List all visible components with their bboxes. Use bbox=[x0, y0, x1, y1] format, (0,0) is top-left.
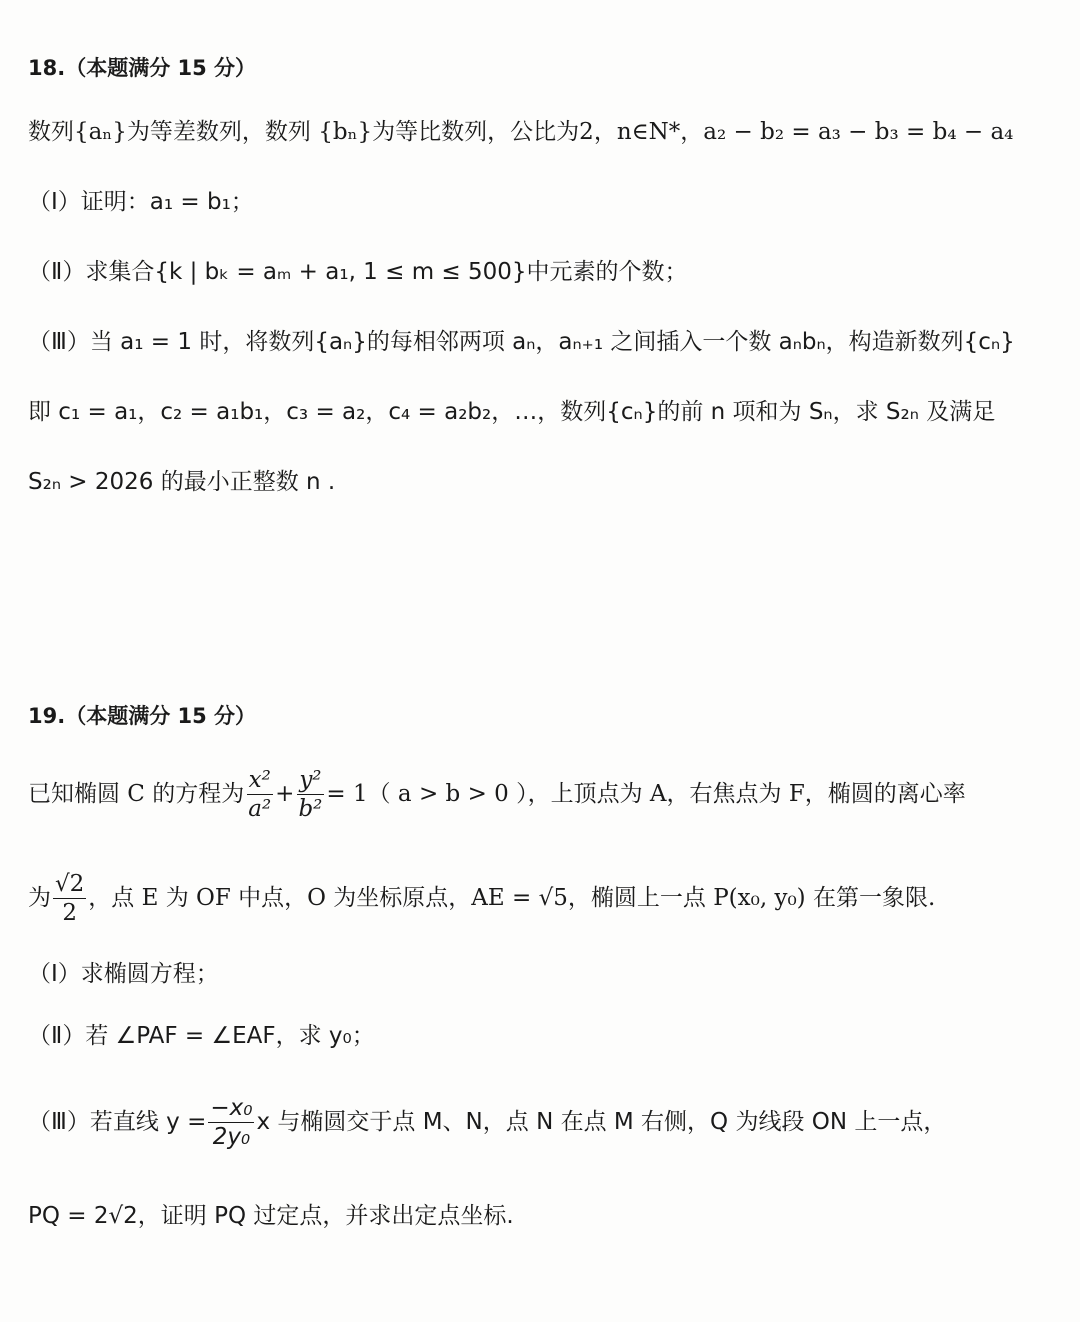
fraction-numerator: −x₀ bbox=[210, 1094, 253, 1121]
fraction-numerator: √2 bbox=[55, 870, 85, 897]
q18-part3-line3: S₂ₙ > 2026 的最小正整数 n . bbox=[28, 469, 336, 495]
q19-part3-text-a: （Ⅲ）若直线 y = bbox=[28, 1109, 207, 1135]
q19-intro bbox=[28, 758, 1020, 830]
q19-line2 bbox=[28, 862, 1020, 934]
q19-line2-text-b: ，点 E 为 OF 中点，O 为坐标原点，AE = √5，椭圆上一点 P(x₀, y₀) 在第一象限. bbox=[88, 885, 936, 911]
q19-intro-text-a: 已知椭圆 C 的方程为 bbox=[28, 781, 245, 807]
q19-part1: （Ⅰ）求椭圆方程； bbox=[28, 961, 219, 987]
q19-part3 bbox=[28, 1086, 1020, 1158]
fraction-eccentricity bbox=[53, 870, 86, 927]
q19-part3-line2: PQ = 2√2，证明 PQ 过定点，并求出定点坐标. bbox=[28, 1203, 514, 1229]
fraction-y2-b2 bbox=[296, 766, 324, 823]
q19-header: 19.（本题满分 15 分） bbox=[28, 704, 257, 728]
q18-part3-line1: （Ⅲ）当 a₁ = 1 时，将数列{aₙ}的每相邻两项 aₙ，aₙ₊₁ 之间插入一个数 aₙbₙ，构造新数列{cₙ} bbox=[28, 329, 1015, 355]
q18-intro: 数列{aₙ}为等差数列，数列 {bₙ}为等比数列，公比为2，n∈N*，a₂ − b₂ = a₃ − b₃ = b₄ − a₄ bbox=[28, 119, 1014, 145]
q18-part3-line2: 即 c₁ = a₁，c₂ = a₁b₁，c₃ = a₂，c₄ = a₂b₂，…，数列{cₙ}的前 n 项和为 Sₙ，求 S₂ₙ 及满足 bbox=[28, 399, 996, 425]
q19-line2-text-a: 为 bbox=[28, 885, 51, 911]
fraction-denominator: a² bbox=[248, 795, 272, 822]
q19-intro-text-b: = 1（ a > b > 0 ），上顶点为 A，右焦点为 F，椭圆的离心率 bbox=[326, 781, 966, 807]
fraction-denominator: 2y₀ bbox=[212, 1123, 251, 1150]
q19-part2: （Ⅱ）若 ∠PAF = ∠EAF，求 y₀； bbox=[28, 1023, 375, 1049]
fraction-x2-a2 bbox=[246, 766, 273, 823]
fraction-numerator: y² bbox=[299, 766, 322, 793]
fraction-denominator: b² bbox=[298, 795, 323, 822]
q19-part3-text-b: x 与椭圆交于点 M、N，点 N 在点 M 右侧，Q 为线段 ON 上一点， bbox=[256, 1109, 947, 1135]
plus-sign: + bbox=[275, 781, 295, 807]
fraction-denominator: 2 bbox=[62, 899, 77, 926]
fraction-numerator: x² bbox=[248, 766, 271, 793]
q18-part1: （Ⅰ）证明：a₁ = b₁； bbox=[28, 189, 254, 215]
fraction-line-slope bbox=[208, 1094, 254, 1151]
q18-part2: （Ⅱ）求集合{k | bₖ = aₘ + a₁, 1 ≤ m ≤ 500}中元素的个数； bbox=[28, 259, 688, 285]
q18-header: 18.（本题满分 15 分） bbox=[28, 56, 257, 80]
